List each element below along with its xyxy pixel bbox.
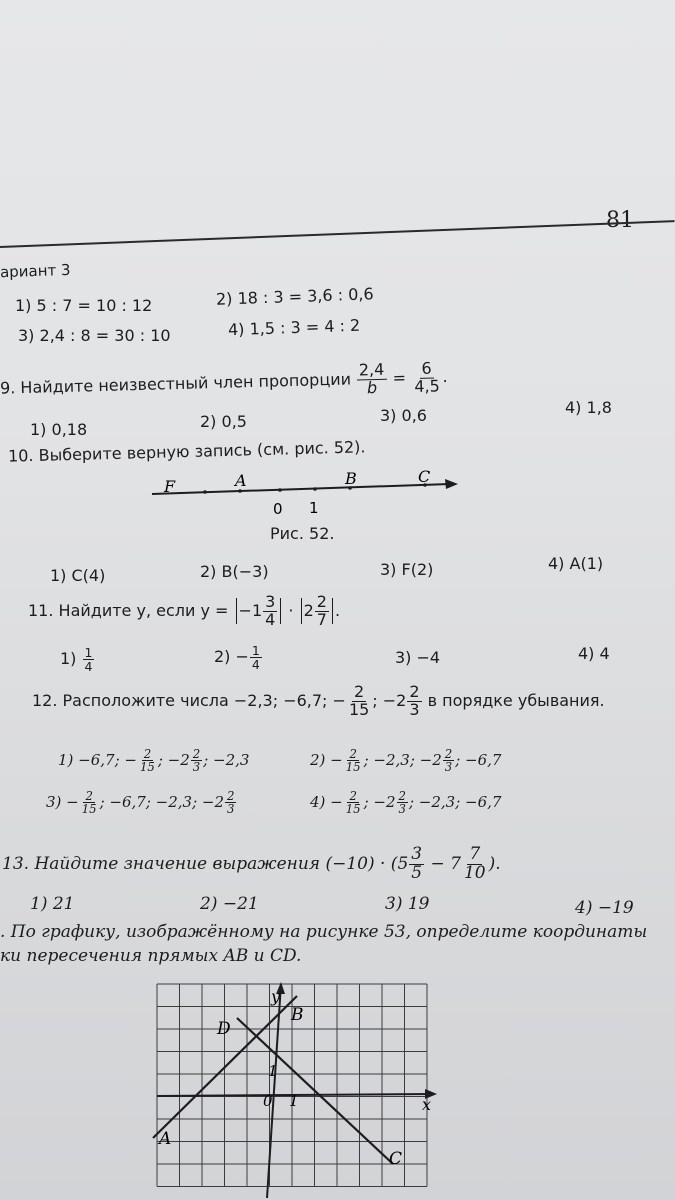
q9-fraction-1: $\frac{2,4}{b}$ [357,362,387,397]
q10-text: 10. Выберите верную запись (см. рис. 52). [7,437,366,466]
graph-label-d: D [217,1019,231,1039]
q11-option-1: 1) $\frac{1}{4}$ [60,645,93,675]
q13-option-3: 3) 19 [385,894,430,914]
point-c-label: C [418,467,431,486]
q10-option-1: 1) C(4) [50,566,106,585]
q12-option-4: 4) − $\frac{2}{15}$ ; −2 $\frac{2}{3}$ ; −2,3; −6,7 [310,789,502,817]
tick-1-dot [313,487,317,491]
point-b-label: B [345,469,357,488]
graph-label-a: A [159,1129,172,1149]
q9-option-4: 4) 1,8 [565,398,612,417]
point-f-dot [203,490,207,494]
q9-option-3: 3) 0,6 [380,406,427,425]
number-line-axis [152,484,450,494]
q10-option-4: 4) A(1) [548,554,604,573]
q11-option-2: 2) − $\frac{1}{4}$ [214,643,260,673]
q9-option-1: 1) 0,18 [30,420,88,439]
point-a-label: A [235,471,247,490]
q9-option-2: 2) 0,5 [200,412,247,431]
q8-option-4: 4) 1,5 : 3 = 4 : 2 [227,315,361,340]
q10-option-3: 3) F(2) [380,560,434,579]
q11-option-3: 3) −4 [395,648,441,667]
tick-0-dot [278,488,282,492]
q13-option-4: 4) −19 [575,898,634,918]
graph-label-c: C [389,1149,403,1169]
variant-heading: ариант 3 [0,260,71,282]
q13-option-1: 1) 21 [30,894,75,914]
graph-label-b: B [291,1005,304,1025]
number-line-figure [150,462,470,522]
tick-1-label: 1 [309,499,319,517]
tick-0-label: 0 [273,500,283,518]
header-rule [0,220,675,248]
number-line-arrow [445,479,458,489]
q9-text: 9. Найдите неизвестный член пропорции $\frac{2,4}{b}$ = $\frac{6}{4,5}$ . [0,358,448,398]
q14-line-1: . По графику, изображённому на рисунке 53, определите координаты [0,922,648,942]
q11-fraction-2: $\frac{2}{7}$ [316,592,327,629]
q11-prompt: 11. Найдите y, если y = [28,600,229,620]
graph-label-origin: 0 [263,1092,273,1110]
q8-option-1: 1) 5 : 7 = 10 : 12 [15,296,153,315]
q12-option-1: 1) −6,7; − $\frac{2}{15}$ ; −2 $\frac{2}{3}$ ; −2,3 [58,747,250,775]
q8-option-3: 3) 2,4 : 8 = 30 : 10 [18,326,171,345]
q8-option-2: 2) 18 : 3 = 3,6 : 0,6 [215,284,374,309]
q12-option-2: 2) − $\frac{2}{15}$ ; −2,3; −2 $\frac{2}{3}$ ; −6,7 [310,747,502,775]
graph-label-one-x: 1 [289,1092,299,1110]
q11-option-4: 4) 4 [578,644,610,663]
q10-option-2: 2) B(−3) [200,562,269,581]
graph-label-x: x [422,1095,432,1114]
figure-52-caption: Рис. 52. [270,524,335,543]
graph-figure-53 [125,978,455,1200]
point-f-label: F [164,477,176,496]
q13-option-2: 2) −21 [200,894,259,914]
q11-fraction-1: $\frac{3}{4}$ [265,592,276,629]
graph-label-one-y: 1 [268,1062,278,1080]
q9-prompt: 9. Найдите неизвестный член пропорции [0,369,352,398]
q12-text: 12. Расположите числа −2,3; −6,7; − $\frac{2}{15}$ ; −2 $\frac{2}{3}$ в порядке убывания. [32,682,605,719]
q13-text: 13. Найдите значение выражения (−10) · (5 $\frac{3}{5}$ − 7 $\frac{7}{10}$ ). [2,844,501,883]
page-number: 81 [606,208,634,233]
graph-label-y: y [271,987,281,1006]
q9-fraction-2: $\frac{6}{4,5}$ [414,358,441,396]
q14-line-2: ки пересечения прямых AB и CD. [0,946,302,966]
q11-text: 11. Найдите y, если y = −1 $\frac{3}{4}$ · 2 $\frac{2}{7}$ . [28,592,341,629]
q12-option-3: 3) − $\frac{2}{15}$ ; −6,7; −2,3; −2 $\frac{2}{3}$ [46,789,235,817]
